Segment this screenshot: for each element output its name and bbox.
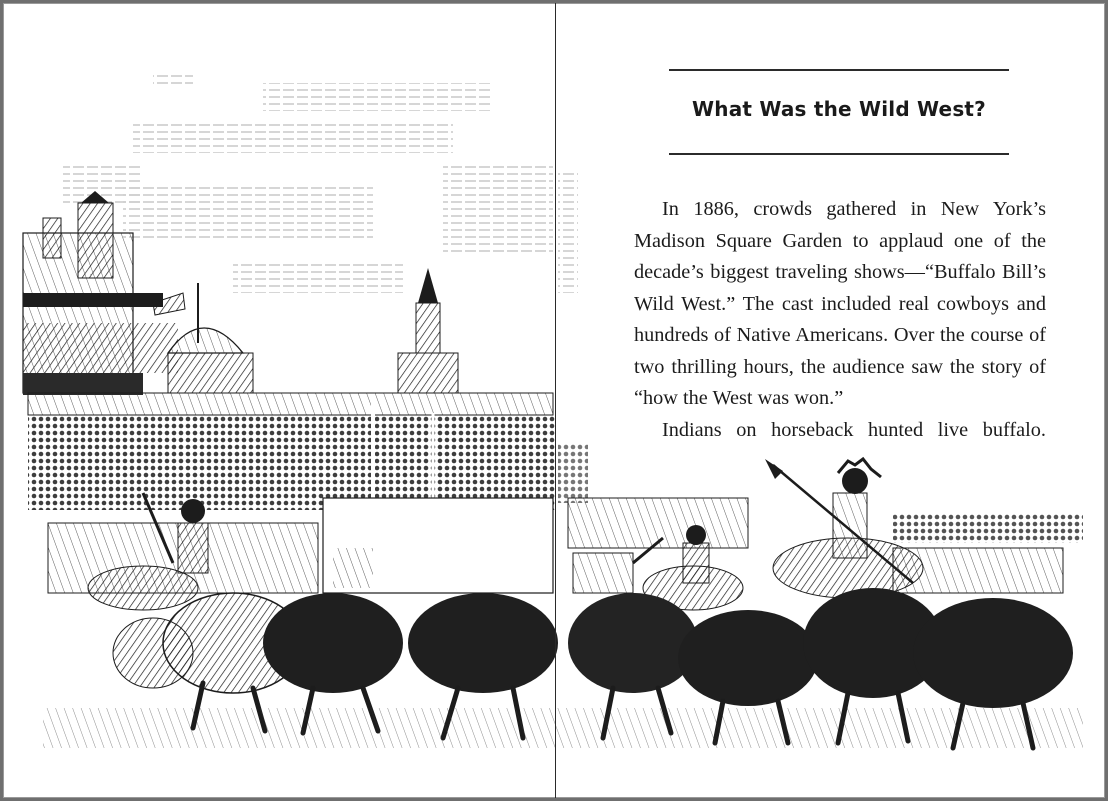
dust-cloud (43, 708, 1083, 748)
body-text (634, 194, 1046, 446)
paragraph-2: Indians on horseback hunted live buffalo. (662, 418, 1046, 441)
paragraph-1: In 1886, crowds gathered in New York’s Madison Square Garden to applaud one of the decade’s biggest traveling shows—“Buffalo Bill’s Wild West.” The cast included real cowboys and hundreds of Native Americans. Over the course of two thrilling hours, the audience saw the story of “how the West was won.” (634, 198, 1046, 409)
title-rule-top (669, 69, 1009, 71)
book-spread (3, 3, 1105, 798)
title-rule-bottom (669, 153, 1009, 155)
church-spire (398, 268, 458, 393)
grandstand (28, 393, 588, 510)
page-gutter (555, 3, 556, 798)
sky-hatching (63, 73, 578, 293)
chapter-title: What Was the Wild West? (692, 97, 986, 121)
